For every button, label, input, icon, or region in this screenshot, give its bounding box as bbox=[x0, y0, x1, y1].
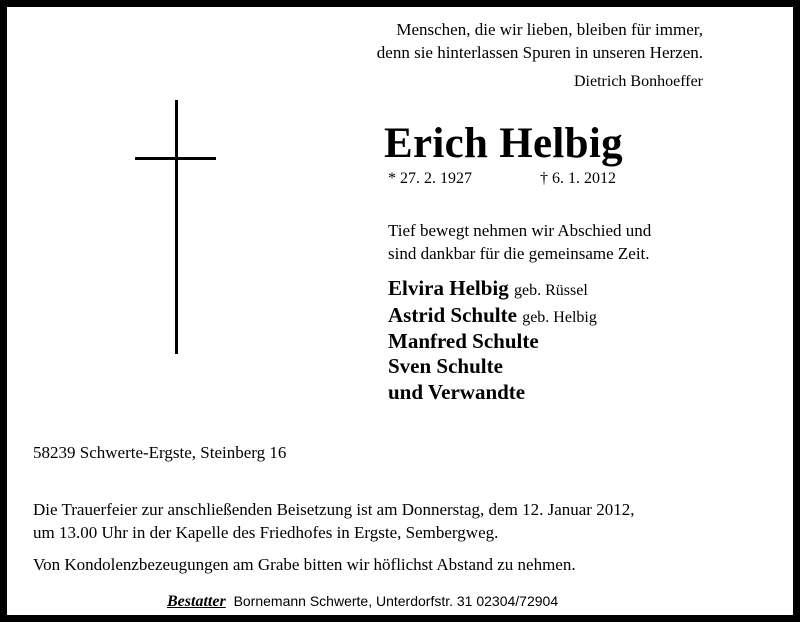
quote-author: Dietrich Bonhoeffer bbox=[574, 73, 703, 90]
condolence-note: Von Kondolenzbezeugungen am Grabe bitten wir höflichst Abstand zu nehmen. bbox=[33, 555, 576, 574]
birth-date: * 27. 2. 1927 bbox=[388, 170, 472, 187]
mourner-name: Sven Schulte bbox=[388, 354, 503, 378]
mourner-name-text: Elvira Helbig bbox=[388, 276, 509, 300]
address: 58239 Schwerte-Ergste, Steinberg 16 bbox=[33, 443, 287, 462]
death-date: † 6. 1. 2012 bbox=[540, 170, 616, 187]
obituary-notice bbox=[7, 7, 793, 615]
quote-line-2: denn sie hinterlassen Spuren in unseren Herzen. bbox=[376, 43, 703, 62]
mourner-name-text: Astrid Schulte bbox=[388, 303, 517, 327]
ceremony-line-2: um 13.00 Uhr in der Kapelle des Friedhofes in Ergste, Sembergweg. bbox=[33, 523, 499, 542]
mourner-birth-name: geb. Rüssel bbox=[514, 282, 588, 299]
funeral-home-contact: Bornemann Schwerte, Unterdorfstr. 31 02304/72904 bbox=[233, 593, 559, 609]
funeral-home-footer bbox=[167, 593, 558, 611]
quote-line-1: Menschen, die wir lieben, bleiben für immer, bbox=[396, 20, 703, 39]
mourner-name bbox=[388, 275, 588, 304]
farewell-line-2: sind dankbar für die gemeinsame Zeit. bbox=[388, 244, 650, 263]
mourner-name bbox=[388, 302, 597, 331]
mourner-name: Manfred Schulte bbox=[388, 329, 539, 353]
mourner-name: und Verwandte bbox=[388, 380, 526, 404]
bestatter-logo: Bestatter bbox=[167, 593, 226, 610]
mourner-birth-name: geb. Helbig bbox=[522, 309, 597, 326]
farewell-line-1: Tief bewegt nehmen wir Abschied und bbox=[388, 221, 652, 240]
deceased-name: Erich Helbig bbox=[384, 120, 623, 167]
ceremony-line-1: Die Trauerfeier zur anschließenden Beisetzung ist am Donnerstag, dem 12. Januar 2012, bbox=[33, 500, 635, 519]
